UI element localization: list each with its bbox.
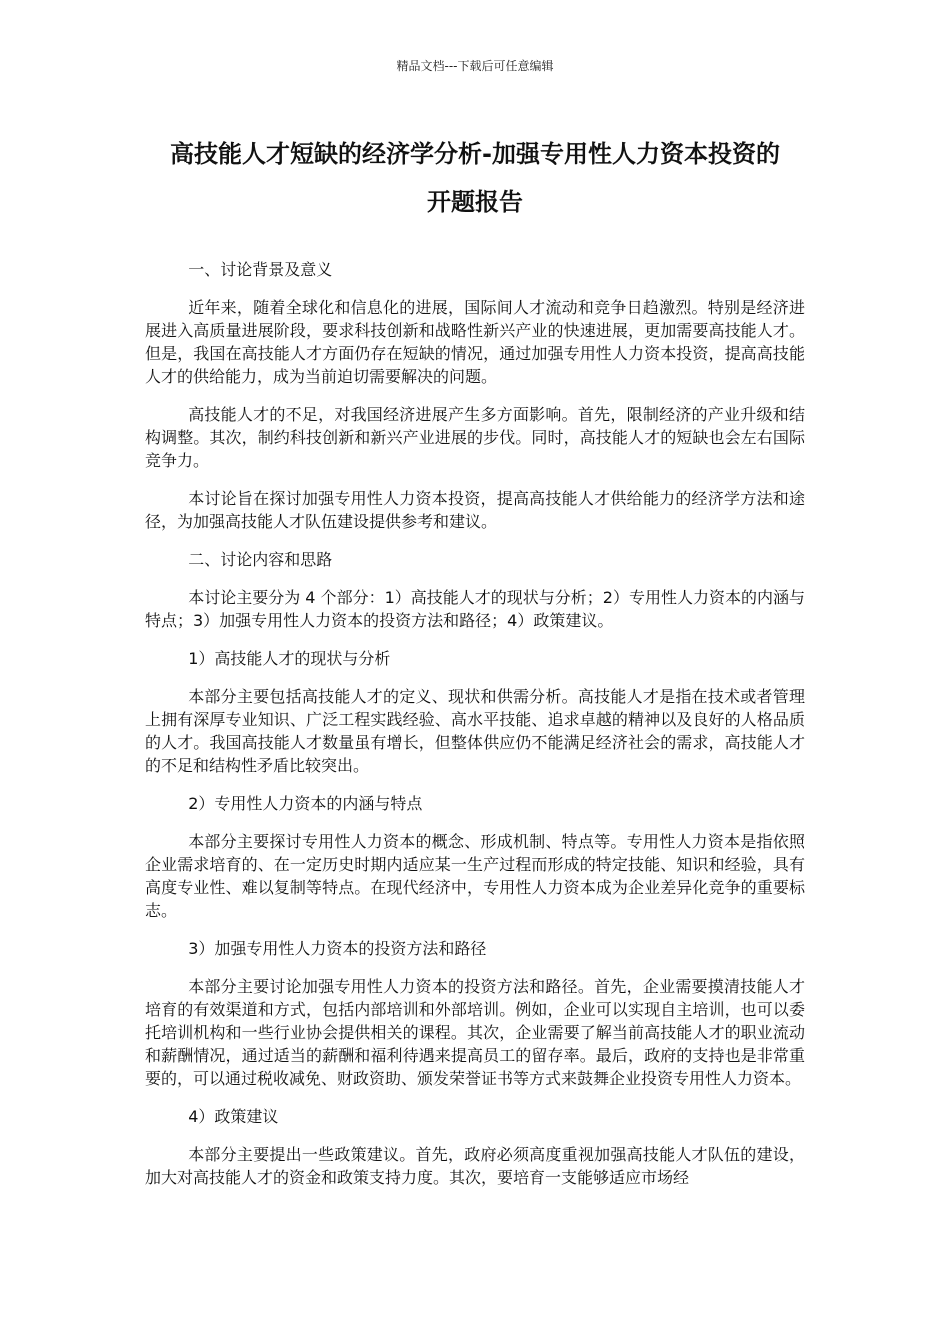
section-heading-content: 二、讨论内容和思路: [188, 550, 333, 569]
paragraph: 本部分主要讨论加强专用性人力资本的投资方法和路径。首先，企业需要摸清技能人才培育的有效渠道和方式，包括内部培训和外部培训。例如，企业可以实现自主培训，也可以委托培训机构和一些行业协会提供相关的课程。其次，企业需要了解当前高技能人才的职业流动和薪酬情况，通过适当的薪酬和福利待遇来提高员工的留存率。最后，政府的支持也是非常重要的，可以通过税收减免、财政资助、颁发荣誉证书等方式来鼓舞企业投资专用性人力资本。: [145, 977, 805, 1088]
subsection-heading-status: 1）高技能人才的现状与分析: [188, 649, 391, 668]
paragraph: 本部分主要包括高技能人才的定义、现状和供需分析。高技能人才是指在技术或者管理上拥有深厚专业知识、广泛工程实践经验、高水平技能、追求卓越的精神以及良好的人格品质的人才。我国高技能人才数量虽有增长，但整体供应仍不能满足经济社会的需求，高技能人才的不足和结构性矛盾比较突出。: [145, 687, 805, 775]
subsection-heading-policy: 4）政策建议: [188, 1107, 279, 1126]
subsection-heading-investment: 3）加强专用性人力资本的投资方法和路径: [188, 939, 487, 958]
paragraph: 本部分主要提出一些政策建议。首先，政府必须高度重视加强高技能人才队伍的建设，加大对高技能人才的资金和政策支持力度。其次，要培育一支能够适应市场经: [145, 1145, 805, 1187]
document-title: [120, 130, 830, 226]
paragraph: 本讨论旨在探讨加强专用性人力资本投资，提高高技能人才供给能力的经济学方法和途径，为加强高技能人才队伍建设提供参考和建议。: [145, 489, 805, 531]
paragraph: 本讨论主要分为 4 个部分：1）高技能人才的现状与分析；2）专用性人力资本的内涵与特点；3）加强专用性人力资本的投资方法和路径；4）政策建议。: [145, 588, 805, 630]
paragraph: 本部分主要探讨专用性人力资本的概念、形成机制、特点等。专用性人力资本是指依照企业需求培育的、在一定历史时期内适应某一生产过程而形成的特定技能、知识和经验，具有高度专业性、难以复制等特点。在现代经济中，专用性人力资本成为企业差异化竞争的重要标志。: [145, 832, 805, 920]
document-body: [145, 258, 805, 1204]
paragraph: 高技能人才的不足，对我国经济进展产生多方面影响。首先，限制经济的产业升级和结构调整。其次，制约科技创新和新兴产业进展的步伐。同时，高技能人才的短缺也会左右国际竞争力。: [145, 405, 805, 470]
title-line-2: 开题报告: [427, 188, 523, 216]
paragraph: 近年来，随着全球化和信息化的进展，国际间人才流动和竞争日趋激烈。特别是经济进展进入高质量进展阶段，要求科技创新和战略性新兴产业的快速进展，更加需要高技能人才。但是，我国在高技能人才方面仍存在短缺的情况，通过加强专用性人力资本投资，提高高技能人才的供给能力，成为当前迫切需要解决的问题。: [145, 298, 805, 386]
section-heading-background: 一、讨论背景及意义: [188, 260, 333, 279]
page-header: 精品文档---下载后可任意编辑: [396, 59, 554, 73]
title-line-1: 高技能人才短缺的经济学分析-加强专用性人力资本投资的: [170, 140, 780, 168]
subsection-heading-specific-capital: 2）专用性人力资本的内涵与特点: [188, 794, 423, 813]
